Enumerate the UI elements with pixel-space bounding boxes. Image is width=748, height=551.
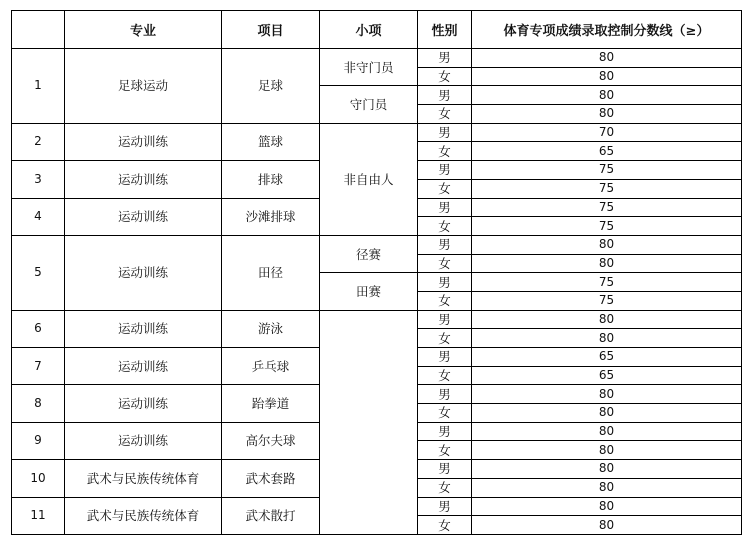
row-score: 65 <box>472 142 742 161</box>
row-index: 9 <box>12 422 65 459</box>
row-gender: 女 <box>418 254 472 273</box>
row-index: 3 <box>12 161 65 198</box>
row-item: 沙滩排球 <box>222 198 320 235</box>
row-index: 2 <box>12 123 65 160</box>
row-score: 75 <box>472 161 742 180</box>
row-score: 80 <box>472 422 742 441</box>
row-subitem: 田赛 <box>320 273 418 310</box>
row-score: 80 <box>472 310 742 329</box>
header-subitem: 小项 <box>320 11 418 49</box>
row-subitem: 径赛 <box>320 235 418 272</box>
row-gender: 女 <box>418 291 472 310</box>
row-subitem-shared: 非自由人 <box>320 123 418 235</box>
row-score: 80 <box>472 460 742 479</box>
row-major: 武术与民族传统体育 <box>65 460 222 497</box>
row-score: 80 <box>472 67 742 86</box>
row-index: 10 <box>12 460 65 497</box>
row-major: 运动训练 <box>65 161 222 198</box>
row-score: 65 <box>472 348 742 367</box>
row-major: 武术与民族传统体育 <box>65 497 222 534</box>
row-score: 75 <box>472 179 742 198</box>
row-gender: 男 <box>418 235 472 254</box>
row-item: 排球 <box>222 161 320 198</box>
row-gender: 女 <box>418 516 472 535</box>
row-score: 80 <box>472 404 742 423</box>
row-major: 运动训练 <box>65 348 222 385</box>
row-gender: 女 <box>418 366 472 385</box>
row-item: 乒乓球 <box>222 348 320 385</box>
row-item: 高尔夫球 <box>222 422 320 459</box>
row-index: 11 <box>12 497 65 534</box>
table-row <box>12 123 742 142</box>
row-item: 游泳 <box>222 310 320 347</box>
row-gender: 男 <box>418 497 472 516</box>
row-gender: 男 <box>418 198 472 217</box>
row-major: 运动训练 <box>65 310 222 347</box>
row-score: 80 <box>472 49 742 68</box>
table-row <box>12 49 742 68</box>
row-gender: 男 <box>418 273 472 292</box>
admission-score-table <box>11 10 742 535</box>
row-score: 80 <box>472 478 742 497</box>
row-item: 跆拳道 <box>222 385 320 422</box>
row-major: 足球运动 <box>65 49 222 124</box>
row-gender: 女 <box>418 179 472 198</box>
row-score: 80 <box>472 329 742 348</box>
header-index <box>12 11 65 49</box>
row-gender: 女 <box>418 404 472 423</box>
row-major: 运动训练 <box>65 123 222 160</box>
row-gender: 女 <box>418 478 472 497</box>
header-major: 专业 <box>65 11 222 49</box>
row-score: 80 <box>472 441 742 460</box>
row-subitem: 非守门员 <box>320 49 418 86</box>
row-gender: 男 <box>418 385 472 404</box>
row-score: 70 <box>472 123 742 142</box>
row-item: 足球 <box>222 49 320 124</box>
row-gender: 男 <box>418 348 472 367</box>
row-index: 7 <box>12 348 65 385</box>
row-subitem-empty <box>320 310 418 534</box>
row-gender: 男 <box>418 422 472 441</box>
row-score: 80 <box>472 385 742 404</box>
row-score: 75 <box>472 273 742 292</box>
header-score: 体育专项成绩录取控制分数线（≥） <box>472 11 742 49</box>
row-gender: 男 <box>418 49 472 68</box>
header-row <box>12 11 742 49</box>
row-subitem: 守门员 <box>320 86 418 123</box>
row-score: 80 <box>472 516 742 535</box>
row-gender: 男 <box>418 310 472 329</box>
row-score: 75 <box>472 217 742 236</box>
row-score: 75 <box>472 198 742 217</box>
row-score: 80 <box>472 497 742 516</box>
row-gender: 女 <box>418 217 472 236</box>
row-gender: 男 <box>418 86 472 105</box>
row-major: 运动训练 <box>65 385 222 422</box>
row-index: 8 <box>12 385 65 422</box>
row-index: 1 <box>12 49 65 124</box>
row-item: 田径 <box>222 235 320 310</box>
row-gender: 男 <box>418 460 472 479</box>
row-major: 运动训练 <box>65 422 222 459</box>
row-gender: 男 <box>418 123 472 142</box>
row-gender: 男 <box>418 161 472 180</box>
row-item: 武术套路 <box>222 460 320 497</box>
row-major: 运动训练 <box>65 198 222 235</box>
row-score: 80 <box>472 86 742 105</box>
row-gender: 女 <box>418 105 472 124</box>
row-gender: 女 <box>418 67 472 86</box>
table-body <box>12 49 742 535</box>
row-gender: 女 <box>418 142 472 161</box>
row-index: 4 <box>12 198 65 235</box>
row-score: 80 <box>472 105 742 124</box>
row-score: 80 <box>472 235 742 254</box>
row-index: 5 <box>12 235 65 310</box>
row-item: 篮球 <box>222 123 320 160</box>
row-score: 65 <box>472 366 742 385</box>
row-score: 80 <box>472 254 742 273</box>
table-row <box>12 310 742 329</box>
header-item: 项目 <box>222 11 320 49</box>
row-major: 运动训练 <box>65 235 222 310</box>
row-gender: 女 <box>418 329 472 348</box>
table-row <box>12 235 742 254</box>
row-item: 武术散打 <box>222 497 320 534</box>
row-gender: 女 <box>418 441 472 460</box>
row-score: 75 <box>472 291 742 310</box>
row-index: 6 <box>12 310 65 347</box>
header-gender: 性别 <box>418 11 472 49</box>
